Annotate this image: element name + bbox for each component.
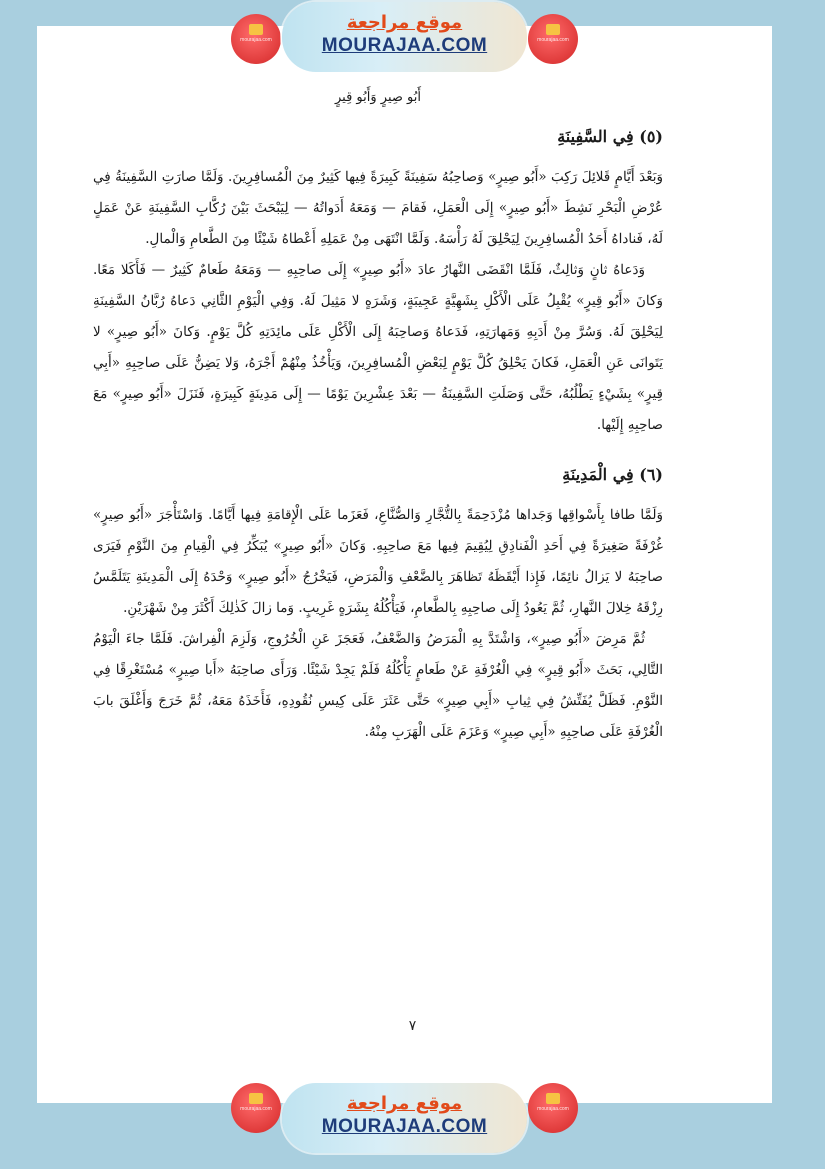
footer-site-name-en[interactable]: MOURAJAA.COM [321, 1116, 488, 1137]
book-icon [249, 24, 263, 35]
document-body [93, 90, 663, 748]
section-spacer [93, 441, 663, 465]
header-site-name-en[interactable]: MOURAJAA.COM [321, 35, 488, 56]
logo-caption: mourajaa.com [537, 1106, 569, 1112]
paragraph: ثُمَّ مَرِضَ «أَبُو صِيرٍ»، وَاشْتَدَّ بِهِ الْمَرَضُ وَالضَّعْفُ، فَعَجَزَ عَنِ الْخُرُوجِ، وَلَزِمَ الْفِراشَ. فَلَمَّا جاءَ الْيَوْمُ التَّالِي، بَحَثَ «أَبُو قِيرٍ» فِي الْغُرْفَةِ عَنْ طَعامٍ يَأْكُلُهُ فَلَمْ يَجِدْ شَيْئًا. وَرَأَى صاحِبَهُ «أَبا صِيرٍ» مُسْتَغْرِقًا فِي النَّوْمِ. فَظَلَّ يُفَتِّشُ فِي ثِيابِ «أَبِي صِيرٍ» حَتَّى عَثَرَ عَلَى كِيسِ نُقُودِهِ، فَأَخَذَهُ مَعَهُ، ثُمَّ خَرَجَ وَأَغْلَقَ بابَ الْغُرْفَةِ عَلَى صاحِبِهِ «أَبِي صِيرٍ» وَعَزَمَ عَلَى الْهَرَبِ مِنْهُ. [93, 631, 663, 740]
logo-caption: mourajaa.com [537, 37, 569, 43]
header-site-name-ar[interactable]: موقع مراجعة [346, 12, 463, 33]
book-icon [546, 24, 560, 35]
site-logo-icon[interactable] [231, 1083, 281, 1133]
footer-banner[interactable] [282, 1083, 527, 1153]
book-icon [546, 1093, 560, 1104]
logo-caption: mourajaa.com [240, 1106, 272, 1112]
running-head: أَبُو صِيرٍ وَأَبُو قِيرٍ [334, 90, 421, 105]
logo-caption: mourajaa.com [240, 37, 272, 43]
site-logo-icon[interactable] [528, 14, 578, 64]
site-logo-icon[interactable] [231, 14, 281, 64]
section-heading: (٥) فِي السَّفِينَةِ [557, 127, 663, 146]
header-banner[interactable] [282, 2, 527, 72]
section-heading: (٦) فِي الْمَدِينَةِ [562, 465, 663, 484]
site-logo-icon[interactable] [528, 1083, 578, 1133]
paragraph: وَدَعاهُ ثانٍ وَثالِثٌ، فَلَمَّا انْقَضَى النَّهارُ عادَ «أَبُو صِيرٍ» إِلَى صاحِبِهِ — وَمَعَهُ طَعامٌ كَثِيرٌ — فَأَكَلا مَعًا. وَكانَ «أَبُو قِيرٍ» يُقْبِلُ عَلَى الْأَكْلِ بِشَهِيَّةٍ عَجِيبَةٍ، وَشَرَهٍ لا مَثِيلَ لَهُ. وَفِي الْيَوْمِ الثَّانِي دَعاهُ رُبَّانُ السَّفِينَةِ لِيَحْلِقَ لَهُ. وَسُرَّ مِنْ أَدَبِهِ وَمَهارَتِهِ، فَدَعاهُ وَصاحِبَهُ إِلَى الْأَكْلِ عَلَى مائِدَتِهِ كُلَّ يَوْمٍ. وَكانَ «أَبُو صِيرٍ» لا يَتَوانَى عَنِ الْعَمَلِ، فَكانَ يَحْلِقُ كُلَّ يَوْمٍ لِبَعْضِ الْمُسافِرِينَ، وَيَأْخُذُ مِنْهُمْ أَجْرَهُ، وَلا يَضِنُّ عَلَى صاحِبِهِ «أَبِي قِيرٍ» بِشَيْءٍ يَطْلُبُهُ، حَتَّى وَصَلَتِ السَّفِينَةُ — بَعْدَ عِشْرِينَ يَوْمًا — إِلَى مَدِينَةٍ كَبِيرَةٍ، فَنَزَلَ «أَبُو صِيرٍ» مَعَ صاحِبِهِ إِلَيْها. [93, 262, 663, 433]
book-icon [249, 1093, 263, 1104]
footer-site-name-ar[interactable]: موقع مراجعة [346, 1093, 463, 1114]
paragraph: وَلَمَّا طافا بِأَسْواقِها وَجَداها مُزْدَحِمَةً بِالتُّجَّارِ وَالصُّنَّاعِ، فَعَزَما عَلَى الْإِقامَةِ فِيها أَيَّامًا. وَاسْتَأْجَرَ «أَبُو صِيرٍ» غُرْفَةً صَغِيرَةً فِي أَحَدِ الْفَنادِقِ لِيُقِيمَ فِيها مَعَ صاحِبِهِ. وَكانَ «أَبُو صِيرٍ» يُبَكِّرُ فِي الْقِيامِ مِنَ النَّوْمِ فَيَرَى صاحِبَهُ لا يَزالُ نائِمًا، فَإِذا أَيْقَظَهُ تَظاهَرَ بِالضَّعْفِ وَالْمَرَضِ، فَيَخْرُجُ «أَبُو صِيرٍ» وَحْدَهُ إِلَى الْمَدِينَةِ يَتَلَمَّسُ رِزْقَهُ خِلالَ النَّهارِ، ثُمَّ يَعُودُ إِلَى صاحِبِهِ بِالطَّعامِ، فَيَأْكُلُهُ بِشَرَهٍ غَرِيبٍ. وَما زالَ كَذٰلِكَ أَكْثَرَ مِنْ شَهْرَيْنِ. [93, 507, 663, 616]
paragraph: وَبَعْدَ أَيَّامٍ قَلائِلَ رَكِبَ «أَبُو صِيرٍ» وَصاحِبُهُ سَفِينَةً كَبِيرَةً فِيها كَثِيرٌ مِنَ الْمُسافِرِينَ. وَلَمَّا صارَتِ السَّفِينَةُ فِي عُرْضِ الْبَحْرِ نَشِطَ «أَبُو صِيرٍ» إِلَى الْعَمَلِ، فَقامَ — وَمَعَهُ أَدَواتُهُ — لِيَبْحَثَ بَيْنَ رُكَّابِ السَّفِينَةِ عَنْ عَمَلٍ لَهُ، فَناداهُ أَحَدُ الْمُسافِرِينَ لِيَحْلِقَ لَهُ رَأْسَهُ. وَلَمَّا انْتَهَى مِنْ عَمَلِهِ أَعْطاهُ شَيْئًا مِنَ الطَّعامِ وَالْمالِ. [93, 169, 663, 247]
page-number: ٧ [408, 1018, 417, 1034]
